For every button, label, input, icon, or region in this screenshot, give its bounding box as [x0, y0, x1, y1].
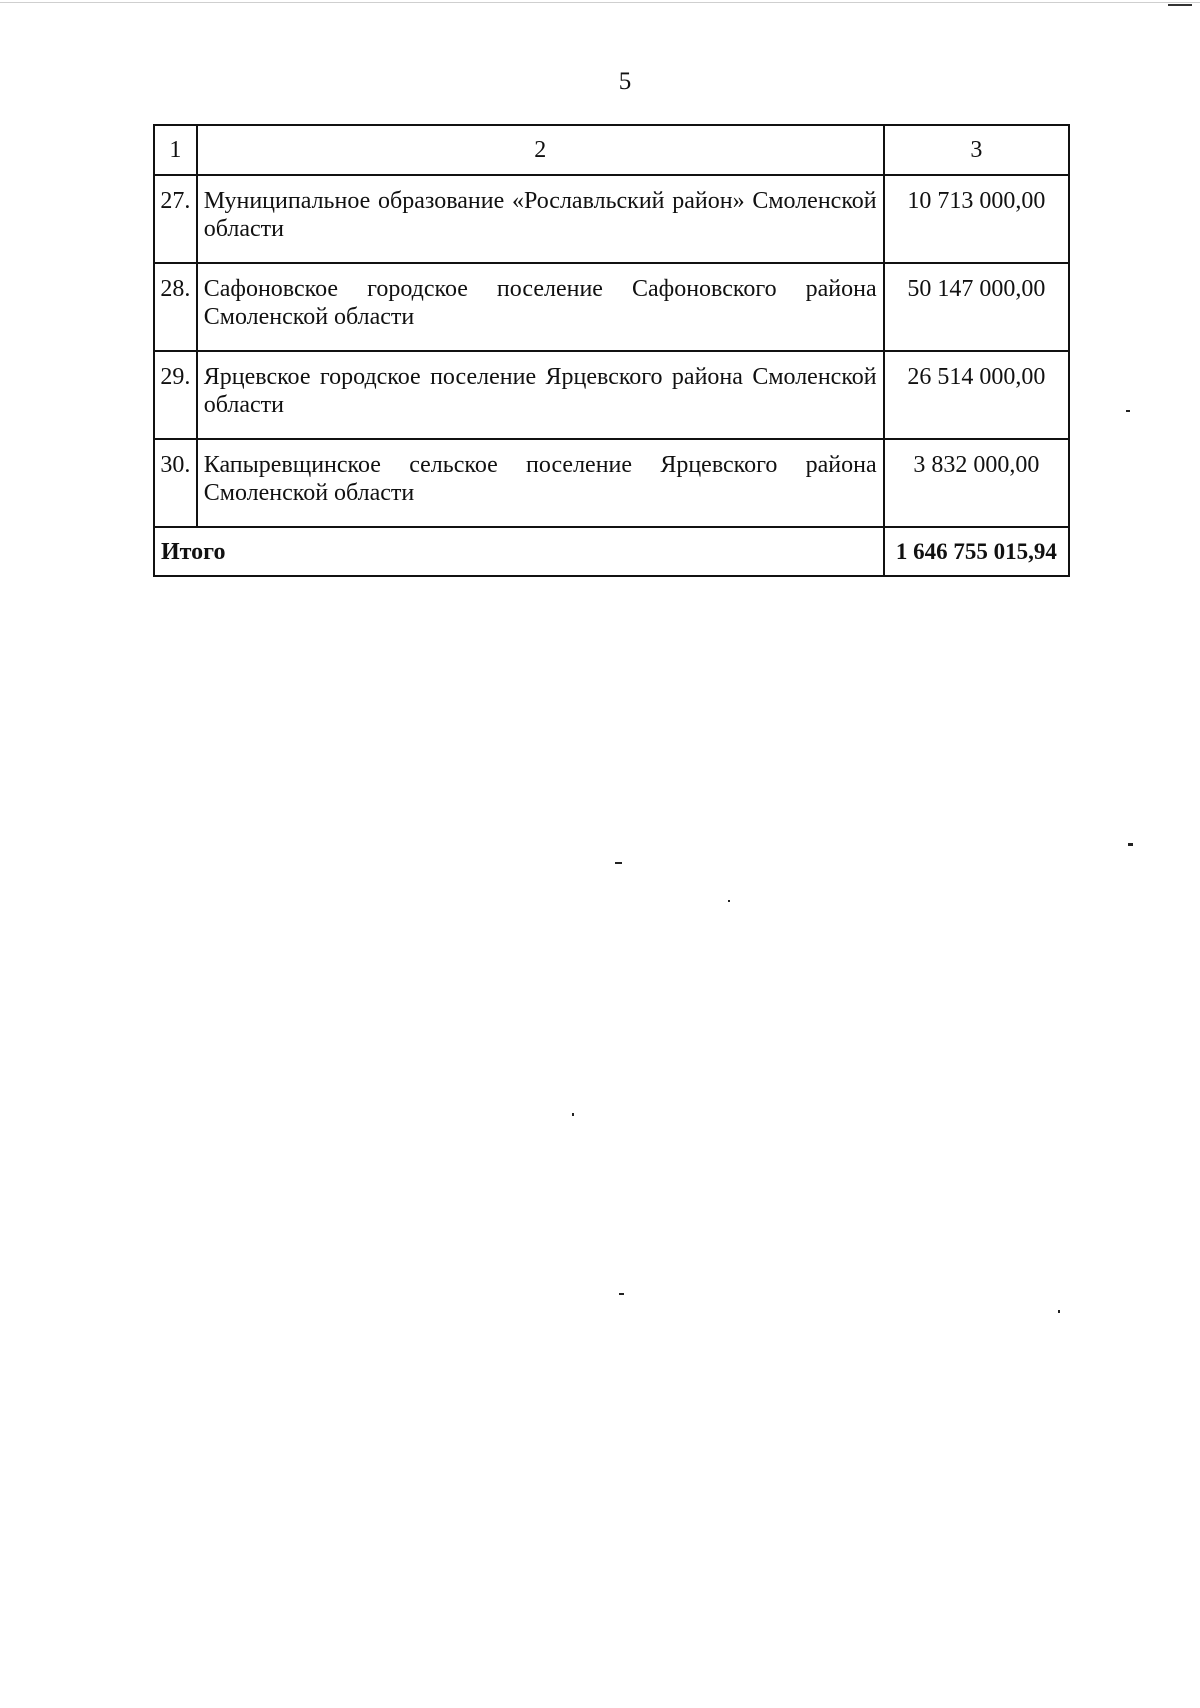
scan-speck [728, 900, 730, 902]
total-label: Итого [154, 527, 884, 576]
scan-speck [1058, 1310, 1060, 1313]
total-amount: 1 646 755 015,94 [884, 527, 1069, 576]
row-number: 28. [154, 263, 197, 351]
row-number: 30. [154, 439, 197, 527]
page-number: 5 [618, 68, 632, 95]
scan-speck [1126, 410, 1130, 412]
table-row [154, 439, 1069, 527]
scan-speck [615, 862, 622, 864]
header-col-1: 1 [154, 125, 197, 175]
row-municipality-name: Капыревщинское сельское поселение Ярцевского района Смоленской области [197, 439, 884, 527]
table-row [154, 175, 1069, 263]
row-number: 27. [154, 175, 197, 263]
scan-speck [1128, 843, 1133, 846]
header-col-3: 3 [884, 125, 1069, 175]
row-amount: 10 713 000,00 [884, 175, 1069, 263]
scan-edge-mark [1168, 4, 1192, 6]
header-col-2: 2 [197, 125, 884, 175]
scan-speck [619, 1293, 624, 1295]
scan-edge-mark [0, 2, 1200, 3]
row-number: 29. [154, 351, 197, 439]
scan-speck [572, 1113, 574, 1116]
budget-table [153, 124, 1070, 577]
row-municipality-name: Ярцевское городское поселение Ярцевского района Смоленской области [197, 351, 884, 439]
row-municipality-name: Сафоновское городское поселение Сафоновского района Смоленской области [197, 263, 884, 351]
total-row [154, 527, 1069, 576]
row-amount: 26 514 000,00 [884, 351, 1069, 439]
row-municipality-name: Муниципальное образование «Рославльский район» Смоленской области [197, 175, 884, 263]
table-row [154, 351, 1069, 439]
table-header-row [154, 125, 1069, 175]
row-amount: 3 832 000,00 [884, 439, 1069, 527]
row-amount: 50 147 000,00 [884, 263, 1069, 351]
table-row [154, 263, 1069, 351]
